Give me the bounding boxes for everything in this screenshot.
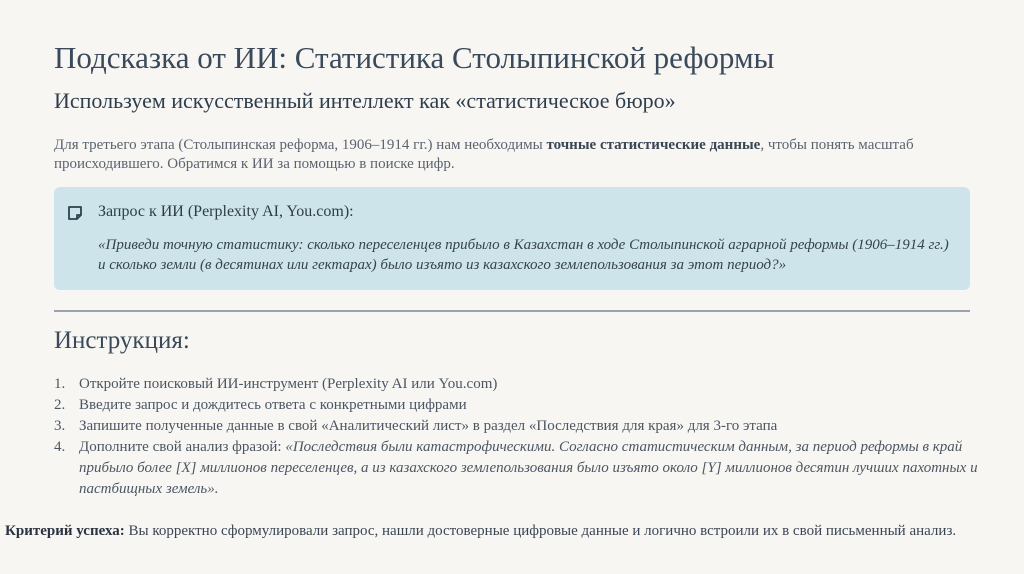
step-text: Введите запрос и дождитесь ответа с конкретными цифрами — [79, 397, 467, 413]
step-number: 2. — [54, 397, 66, 413]
step-text: Запишите полученные данные в свой «Аналитический лист» в раздел «Последствия для края» для 3-го этапа — [79, 418, 778, 434]
criterion-label: Критерий успеха: — [5, 523, 125, 539]
page-subtitle: Используем искусственный интеллект как «статистическое бюро» — [54, 88, 676, 113]
query-heading: Запрос к ИИ (Perplexity AI, You.com): — [98, 203, 354, 220]
intro-paragraph — [54, 136, 934, 174]
step-text: Откройте поисковый ИИ-инструмент (Perplexity AI или You.com) — [79, 376, 498, 392]
step-number: 1. — [54, 376, 66, 392]
query-prompt-text: «Приведи точную статистику: сколько переселенцев прибыло в Казахстан в ходе Столыпинской аграрной реформы (1906–1914 гг.) и сколько земли (в десятинах или гектарах) было изъято из казахского землепользования за этот период?» — [98, 237, 949, 273]
intro-text-start: Для третьего этапа (Столыпинская реформа, 1906–1914 гг.) нам необходимы — [54, 137, 547, 153]
instruction-step-4 — [54, 437, 984, 500]
intro-text-end: , чтобы понять масштаб происходившего. Обратимся к ИИ за помощью в поиске цифр. — [54, 137, 914, 172]
instruction-step-3 — [54, 416, 984, 437]
step-text: Дополните свой анализ фразой: — [79, 439, 286, 455]
instructions-list — [54, 374, 984, 500]
step-number: 3. — [54, 418, 66, 434]
instruction-step-2 — [54, 395, 984, 416]
instruction-step-1 — [54, 374, 984, 395]
step-phrase: «Последствия были катастрофическими. Согласно статистическим данным, за период реформы в край прибыло более [X] миллионов переселенцев, а из казахского землепользования было изъято около [Y] миллионов десятин лучших пахотных и пастбищных земель». — [79, 439, 978, 497]
note-icon — [67, 205, 83, 221]
criterion-text: Вы корректно сформулировали запрос, нашли достоверные цифровые данные и логично встроили их в свой письменный анализ. — [124, 523, 957, 539]
step-number: 4. — [54, 439, 66, 455]
success-criterion — [5, 523, 1024, 540]
instructions-title: Инструкция: — [54, 327, 190, 354]
query-callout — [54, 187, 970, 290]
page-title: Подсказка от ИИ: Статистика Столыпинской реформы — [54, 40, 775, 75]
intro-bold: точные статистические данные — [546, 137, 761, 153]
section-divider — [54, 310, 970, 312]
